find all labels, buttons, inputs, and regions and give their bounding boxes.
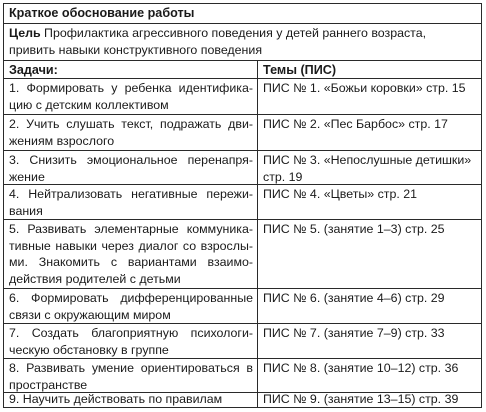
topic-line: стр. 19 (263, 169, 303, 184)
task-line: ми. Знакомить с вариантами взаимо- (9, 255, 253, 269)
task-cell (4, 151, 258, 184)
goal-label: Цель (9, 26, 41, 40)
task-cell (4, 220, 258, 288)
task-line: 4. Нейтрализовать негативные пережи- (9, 187, 253, 201)
table-row (4, 185, 481, 220)
task-cell (4, 115, 258, 150)
topic-cell (258, 151, 481, 184)
table-row (4, 289, 481, 324)
topic-cell (258, 324, 481, 358)
topic-line: ПИС № 9. (занятие 13–15) стр. 39 (263, 393, 459, 406)
column-header-topics: Темы (ПИС) (263, 63, 337, 77)
column-header-row (4, 61, 481, 79)
goal-text-line-2: привить навыки конструктивного поведения (9, 42, 263, 57)
task-line: тивные навыки через диалог со взрослы- (9, 238, 253, 253)
task-cell (4, 185, 258, 219)
task-line: жениям взрослого (9, 133, 115, 148)
topic-cell (258, 393, 481, 407)
task-line: 5. Развивать элементарные коммуника- (9, 222, 253, 236)
task-cell (4, 393, 258, 407)
topic-line: ПИС № 4. «Цветы» стр. 21 (263, 187, 418, 201)
task-line: ческую обстановку в группе (9, 342, 169, 357)
goal-text-line-1: Профилактика агрессивного поведения у детей раннего возраста, (40, 26, 427, 40)
title-row (4, 4, 481, 24)
task-line: 3. Снизить эмоциональное перенапря- (9, 153, 253, 167)
task-line: связи с окружающим миром (9, 307, 171, 322)
task-cell (4, 324, 258, 358)
topic-line: ПИС № 2. «Пес Барбос» стр. 17 (263, 117, 448, 131)
topic-cell (258, 185, 481, 219)
topic-line: ПИС № 7. (занятие 7–9) стр. 33 (263, 326, 445, 340)
task-line: 2. Учить слушать текст, подражать дви- (9, 117, 253, 131)
task-line: 1. Формировать у ребенка идентифика- (9, 81, 253, 95)
table-row (4, 115, 481, 151)
topic-line: ПИС № 1. «Божьи коровки» стр. 15 (263, 81, 466, 95)
task-line: жение (9, 169, 45, 184)
task-line: пространстве (9, 377, 88, 392)
table-row (4, 324, 481, 359)
table-row (4, 220, 481, 289)
goal-cell (4, 24, 481, 60)
table-row (4, 359, 481, 393)
task-line: 7. Создать благоприятную психологи- (9, 326, 253, 340)
topic-cell (258, 115, 481, 150)
task-line: вания (9, 203, 43, 218)
topic-line: ПИС № 8. (занятие 10–12) стр. 36 (263, 361, 459, 375)
topic-cell (258, 289, 481, 323)
topic-cell (258, 220, 481, 288)
task-cell (4, 289, 258, 323)
goal-row (4, 24, 481, 61)
topic-line: ПИС № 6. (занятие 4–6) стр. 29 (263, 291, 445, 305)
topic-cell (258, 359, 481, 392)
column-header-tasks: Задачи: (4, 61, 258, 78)
task-cell (4, 79, 258, 114)
table-row (4, 393, 481, 407)
task-line: цию с детским коллективом (9, 97, 169, 112)
summary-table (3, 3, 482, 408)
topic-line: ПИС № 5. (занятие 1–3) стр. 25 (263, 222, 445, 236)
task-line: 8. Развивать умение ориентироваться в (9, 361, 253, 375)
table-row (4, 151, 481, 185)
topic-cell (258, 79, 481, 114)
table-title: Краткое обоснование работы (9, 6, 195, 20)
topic-line: ПИС № 3. «Непослушные детишки» (263, 153, 472, 167)
task-line: действия родителей с детьми (9, 271, 181, 286)
task-cell (4, 359, 258, 392)
task-line: 9. Научить действовать по правилам (9, 393, 223, 406)
table-row (4, 79, 481, 115)
task-line: 6. Формировать дифференцированные (9, 291, 253, 305)
